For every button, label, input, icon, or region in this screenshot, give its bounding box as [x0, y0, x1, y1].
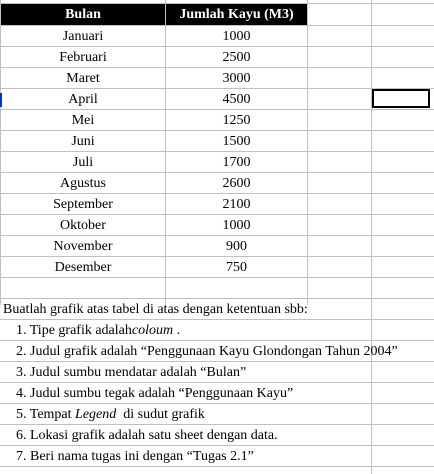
- instruction-text: 4. Judul sumbu tegak adalah “Penggunaan Kayu”: [16, 385, 294, 401]
- table-cell-value[interactable]: 1000: [222, 217, 251, 233]
- table-cell-value[interactable]: 1250: [222, 112, 251, 128]
- table-cell-month[interactable]: Mei: [71, 112, 95, 128]
- active-cell-selection[interactable]: [372, 89, 430, 108]
- table-cell-value[interactable]: 750: [226, 259, 247, 275]
- table-cell-value[interactable]: 3000: [222, 70, 251, 86]
- instruction-text: 7. Beri nama tugas ini dengan “Tugas 2.1”: [16, 448, 254, 464]
- instruction-item[interactable]: [16, 320, 180, 341]
- header-cell-bulan[interactable]: Bulan: [1, 4, 165, 25]
- instruction-text: 1. Tipe grafik adalah: [16, 322, 132, 338]
- table-cell-month[interactable]: Februari: [59, 49, 107, 65]
- instruction-item[interactable]: [16, 362, 246, 383]
- instruction-item[interactable]: [16, 383, 293, 404]
- table-cell-value[interactable]: 2600: [222, 175, 251, 191]
- table-cell-month[interactable]: Januari: [62, 28, 104, 44]
- table-cell-month[interactable]: Maret: [66, 70, 100, 86]
- table-cell-month[interactable]: April: [68, 91, 98, 107]
- table-cell-value[interactable]: 2100: [222, 196, 251, 212]
- table-cell-month[interactable]: Juni: [71, 133, 95, 149]
- table-cell-value[interactable]: 900: [226, 238, 247, 254]
- instruction-item[interactable]: [16, 341, 398, 362]
- table-cell-month[interactable]: November: [53, 238, 113, 254]
- table-cell-month[interactable]: September: [53, 196, 113, 212]
- instruction-text: 3. Judul sumbu mendatar adalah “Bulan”: [16, 364, 247, 380]
- instruction-item[interactable]: [16, 425, 278, 446]
- table-cell-month[interactable]: Juli: [72, 154, 94, 170]
- instruction-item[interactable]: [16, 446, 254, 467]
- table-cell-month[interactable]: Desember: [54, 259, 112, 275]
- instruction-item[interactable]: [16, 404, 205, 425]
- table-cell-value[interactable]: 2500: [222, 49, 251, 65]
- instruction-text: 5. Tempat: [16, 406, 76, 422]
- header-cell-jumlah-kayu[interactable]: Jumlah Kayu (M3): [166, 4, 307, 25]
- instruction-emphasis: Legend: [75, 406, 117, 422]
- table-cell-value[interactable]: 1000: [222, 28, 251, 44]
- table-cell-month[interactable]: Agustus: [60, 175, 106, 191]
- table-cell-month[interactable]: Oktober: [60, 217, 106, 233]
- instruction-emphasis: coloum: [131, 322, 174, 338]
- table-cell-value[interactable]: 4500: [222, 91, 251, 107]
- instruction-text: 6. Lokasi grafik adalah satu sheet dengan data.: [16, 427, 278, 443]
- instruction-text: .: [173, 322, 181, 338]
- instruction-text: di sudut grafik: [116, 406, 205, 422]
- table-cell-value[interactable]: 1700: [222, 154, 251, 170]
- instruction-intro[interactable]: Buatlah grafik atas tabel di atas dengan ketentuan sbb:: [3, 301, 308, 317]
- instruction-text: 2. Judul grafik adalah “Penggunaan Kayu Glondongan Tahun 2004”: [16, 343, 398, 359]
- table-cell-value[interactable]: 1500: [222, 133, 251, 149]
